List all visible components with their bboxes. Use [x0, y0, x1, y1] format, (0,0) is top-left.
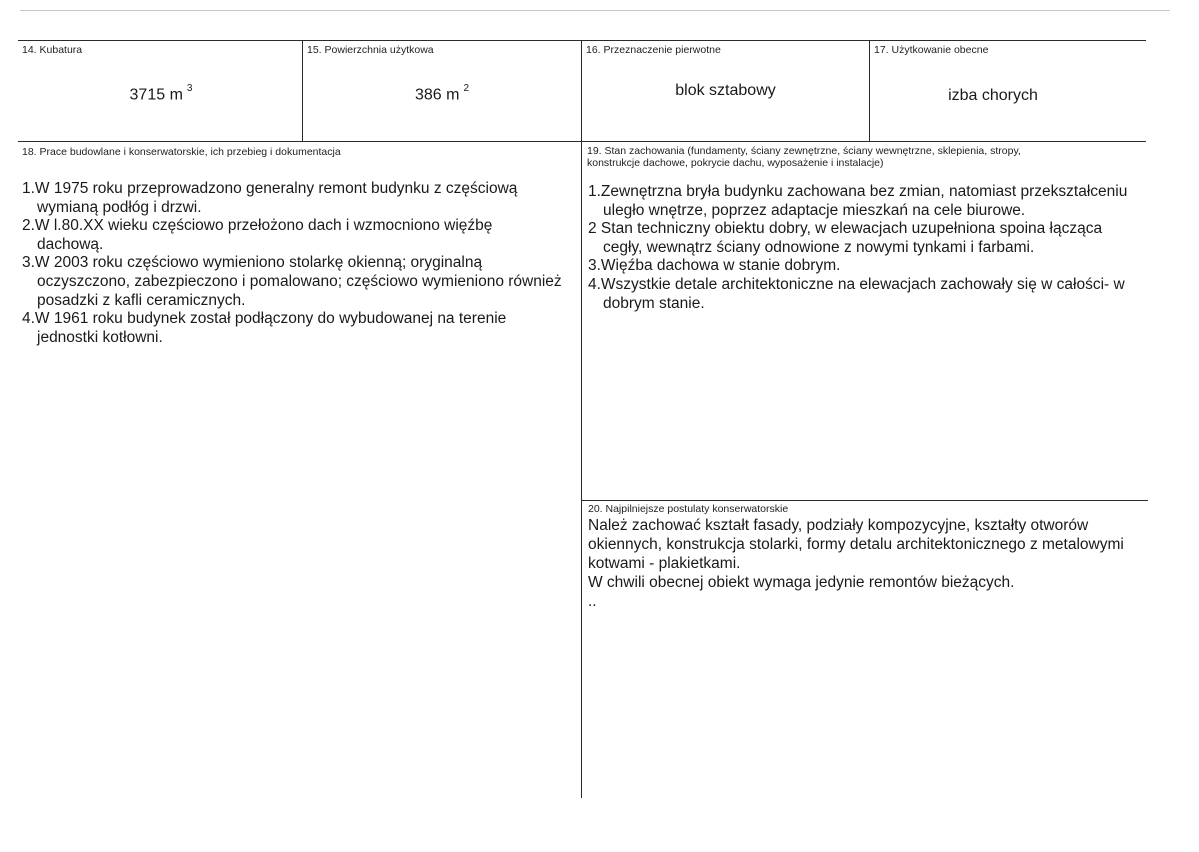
kubatura-label: 14. Kubatura	[22, 44, 83, 56]
scan-edge-line	[20, 10, 1170, 11]
row1-bottom-border	[18, 141, 1146, 142]
postulaty-label: 20. Najpilniejsze postulaty konserwatorskie	[588, 503, 789, 515]
przeznaczenie-value: blok sztabowy	[675, 82, 776, 99]
list-item: 3.W 2003 roku częściowo wymieniono stolarkę okienną; oryginalną oczyszczono, zabezpieczono i pomalowano; częściowo wymieniono również posadzki z kafli ceramicznych.	[22, 254, 562, 309]
postulaty-paragraph-2: W chwili obecnej obiekt wymaga jedynie remontów bieżących.	[588, 574, 1015, 591]
powierzchnia-label: 15. Powierzchnia użytkowa	[307, 44, 434, 56]
list-item: 2 Stan techniczny obiektu dobry, w elewacjach uzupełniona spoina łącząca cegły, wewnątrz ściany odnowione z nowymi tynkami i farbami.	[588, 220, 1103, 256]
powierzchnia-value	[303, 82, 581, 104]
uzytkowanie-value: izba chorych	[948, 87, 1038, 104]
postulaty-paragraph-1: Należ zachować kształt fasady, podziały kompozycyjne, kształty otworów okiennych, konstrukcja stolarki, formy detalu architektonicznego z metalowymi kotwami - plakietkami.	[588, 517, 1124, 572]
stan-zachowania-list	[588, 183, 1128, 313]
przeznaczenie-label: 16. Przeznaczenie pierwotne	[586, 44, 721, 56]
prace-budowlane-list	[22, 180, 562, 347]
prace-budowlane-label: 18. Prace budowlane i konserwatorskie, ich przebieg i dokumentacja	[22, 146, 341, 158]
uzytkowanie-label: 17. Użytkowanie obecne	[874, 44, 989, 56]
divider-main-column	[581, 40, 582, 798]
powierzchnia-number: 386 m	[414, 86, 460, 104]
stan-zachowania-label-line1: 19. Stan zachowania (fundamenty, ściany zewnętrzne, ściany wewnętrzne, sklepienia, stropy,	[587, 145, 1021, 157]
postulaty-text	[588, 516, 1143, 611]
kubatura-value	[20, 82, 302, 104]
kubatura-exponent: 3	[186, 83, 193, 94]
list-item: 2.W l.80.XX wieku częściowo przełożono dach i wzmocniono więźbę dachową.	[22, 217, 493, 253]
powierzchnia-exponent: 2	[463, 83, 470, 94]
postulaty-dots: ..	[588, 593, 597, 610]
list-item: 3.Więźba dachowa w stanie dobrym.	[588, 257, 841, 275]
form-top-border	[18, 40, 1146, 41]
list-item: 1.W 1975 roku przeprowadzono generalny remont budynku z częściową wymianą podłóg i drzwi.	[22, 180, 518, 216]
list-item: 4.W 1961 roku budynek został podłączony do wybudowanej na terenie jednostki kotłowni.	[22, 310, 507, 346]
list-item: 1.Zewnętrzna bryła budynku zachowana bez zmian, natomiast przekształceniu uległo wnętrze, poprzez adaptacje mieszkań na cele biurowe.	[588, 183, 1128, 219]
section20-top-border	[581, 500, 1148, 501]
stan-zachowania-label-line2: konstrukcje dachowe, pokrycie dachu, wyposażenie i instalacje)	[587, 157, 884, 169]
list-item: 4.Wszystkie detale architektoniczne na elewacjach zachowały się w całości- w dobrym stanie.	[588, 275, 1125, 312]
kubatura-number: 3715 m	[129, 86, 183, 104]
